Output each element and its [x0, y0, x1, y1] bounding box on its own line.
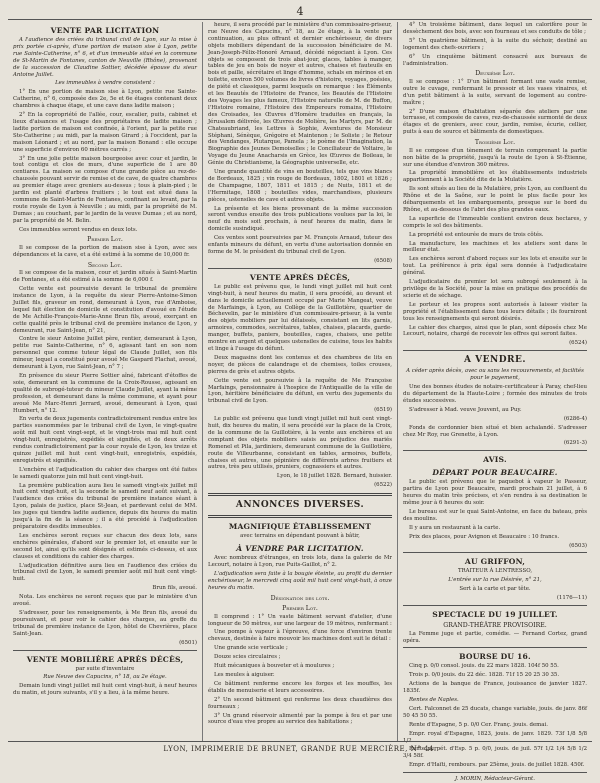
sale-subheading: par suite d'inventaire — [75, 665, 135, 672]
divider — [13, 650, 197, 651]
establishment-paragraph: Une pompe à vapeur à l'épreuve, d'une force d'environ trente chevaux, destinée à faire mouvoir les machines dont suit le détail : — [208, 629, 392, 643]
reference-number: (6519) — [374, 407, 392, 414]
spectacle-program: La Femme juge et partie, comédie. — Fernand Cortez, grand opéra. — [403, 630, 587, 644]
vente-paragraph: Cette vente est poursuivie à la requête de Me Françoise Marfaings, pensionnaire à l'hospice de l'Antiquaille de la ville de Lyon, héritière bénéficiaire du défunt, en vertu des jugements du tribunal civil de Lyon. — [208, 377, 392, 405]
reference-number: (6501) — [179, 639, 197, 646]
a-vendre-paragraph: Fonds de cordonnier bien situé et bien achalandé. S'adresser chez Mr Roy, rue Grenette, à Lyon. — [403, 424, 587, 438]
establishment-paragraph: Douze scies circulaires ; — [214, 654, 281, 661]
establishment-paragraph: Il comprend : 1° Un vaste bâtiment servant d'atelier, d'une longueur de 50 mètres, sur une largeur de 19 mètres, renfermant : — [208, 613, 392, 627]
licitation-paragraph: L'enchère et l'adjudication du cahier des charges ont été faites le samedi quatorze juin mil huit cent vingt-huit. — [13, 466, 197, 480]
avis-heading: AVIS. — [483, 455, 507, 465]
establishment-paragraph: Ils sont situés au lieu de la Mulatière, près Lyon, au confluent du Rhône et de la Saône, sur le point le plus facile pour les débarquements et les embarquements, presque sur le bord du Rhône, et au-dessous de l'abri des plus grandes eaux. — [403, 186, 587, 213]
lot3-heading: Troisième Lot. — [474, 139, 516, 147]
lot2-heading: Second Lot. — [87, 261, 123, 269]
bourse-quote: Empr. royal d'Espagne, 1823, jouis. de janv. 1829. 73f 1/8 5/8 1/2. — [403, 730, 587, 744]
griffon-heading: AU GRIFFON, — [464, 557, 526, 567]
bourse-quote: Rente perpét. d'Esp. 5 p. 0/0, jouis. de juil. 57f 1/2 1/4 5/8 1/2 3/4 58f. — [403, 746, 587, 760]
top-rule — [8, 19, 592, 20]
page-number: 4 — [296, 5, 304, 18]
licitation-paragraph: La première publication aura lieu le samedi vingt-six juillet mil huit cent vingt-huit, et la seconde le samedi neuf août suivant, à l'audience des criées du tribunal de première instance séant à Lyon, palais de justice, place St-Jean, et pardevant celui de MM. les juges qui tiendra ladite audience, depuis dix heures du matin jusqu'à la fin de la séance ; il a été procédé à l'adjudication préparatoire desdits immeubles. — [13, 482, 197, 530]
establishment-paragraph: L'adjudicataire du premier lot sera subrogé seulement à la privilège de la Société, pour la mise en pratique des procédés de scierie et de séchage. — [403, 279, 587, 299]
designation-heading: Les immeubles à vendre consistent : — [55, 80, 155, 87]
divider — [403, 772, 587, 773]
establishment-paragraph: Avec nombreux d'étranges, en trois lots, dans la galerie de Mr Lecourt, notaire à Lyon, rue Puits-Gaillot, n° 2. — [208, 555, 392, 568]
avis-paragraph: Il y aura un restaurant à la carte. — [409, 524, 501, 531]
annonces-heading: ANNONCES DIVERSES. — [235, 500, 365, 511]
establishment-paragraph: La propriété est entourée de murs de trois côtés. — [409, 231, 544, 238]
sale-heading: VENTE MOBILIÈRE APRÈS DÉCÈS, — [26, 654, 184, 664]
griffon-subheading: TRAITEUR À LENTRESSO, — [457, 568, 533, 575]
licitation-paragraph: Cette vente est poursuivie devant le tribunal de première instance de Lyon, à la requête du sieur Pierre-Antoine-Simon Juillet fils, graveur en rond, demeurant à Lyon, rue d'Amboise, lequel fait élection de domicile et constitution d'avoué en l'étude de Me Achille-François-Marie-Anne Brun fils, avoué, exerçant en cette qualité près le tribunal civil de première instance de Lyon, y demeurant, rue Saint-Jean, n° 21, — [13, 286, 197, 334]
griffon-service: Sert à la carte et par tête. — [459, 586, 531, 593]
sale-paragraph: heure, il sera procédé par le ministère d'un commissaire-priseur, rue Neuve des Capucins, n° 18, au 2e étage, à la vente par continuation, au plus offrant et dernier enchérisseur, de divers objets mobiliers dépendant de la succession bénéficiaire de M. Jean-Joseph-Félix-Honoré Arnaud, décédé négociant à Lyon. Ces objets se composent de trois abat-jour, glaces, tables à manger, tables de jeu en bois de noyer et autres, chaises et fauteuils en bois et paille, sécrétaire et linge d'homme, schals en mérinos et en toilette, environ 500 volumes de livres d'histoire, voyages, poésies, de piété et classiques, parmi lesquels on remarque : les Éléments et les Beautés de l'Histoire de France, les Beautés de l'Histoire des Voyages les plus fameux, l'Histoire naturelle de M. de Buffon, l'Histoire romaine, l'Histoire des Empereurs romains, l'Histoire des Croisades, les Œuvres d'Homère traduites en français, la Jérusalem délivrée, les Œuvres de Molière, les Martyrs, par M. de Chateaubriand, les Lettres à Sophie, Aventures de Monsieur Stéphani, Sénèque, Grégoire et Maintenon ; le Soliste ; le Retour des Vendanges, Plutarque, Pamela ; le poème de l'Imagination, la Biographie des Jeunes Demoiselles ; le Conciliateur de Voltaire, le Voyage du Jeune Anacharsis en Grèce, les Œuvres de Boileau, le Génie du Christianisme, la Géographie universelle, etc. — [208, 22, 392, 167]
establishment-paragraph: L'adjudication sera faite à la bougie éteinte, au profit du dernier enchérisseur, le mercredi cinq août mil huit cent vingt-huit, à onze heures du matin. — [208, 570, 392, 591]
bourse-quote: Empr. d'Haïti, rembours. par 25ème, jouis. de juillet 1828. 450f. — [409, 762, 585, 769]
a-vendre-paragraph: Une des bonnes études de notaire-certificateur à Paray, chef-lieu du département de la Haute-Loire ; formée des minutes de trois études successives. — [403, 384, 587, 404]
double-divider — [208, 515, 392, 518]
establishment-paragraph: Une grande scie verticale ; — [214, 645, 288, 652]
column-right — [397, 22, 592, 783]
establishment-paragraph: 3° Un grand réservoir alimenté par la pompe à feu et par une source d'eau vive propre au service des habitations ; — [208, 712, 392, 726]
a-vendre-heading: A VENDRE. — [464, 355, 526, 366]
establishment-paragraph: Le porteur et les propres sont autorisés à laisser visiter la propriété et l'établissement dans tous leurs détails ; ils fourniront tous les renseignements qui seront désirés. — [403, 301, 587, 322]
double-divider — [208, 493, 392, 496]
establishment-paragraph: 2° D'une maison d'habitation séparée des ateliers par une terrasse, et composée de caves, rez-de-chaussée surmonté de deux étages et de greniers, avec cour, jardin, remise, écurie, cellier, puits à eau de source et bâtiments de domestiques. — [403, 108, 587, 136]
sale-paragraph: La présente et les biens provenant de la même succession seront vendus ensuite des trois publications voulues par la loi, le neuf du mois soit prochain, à neuf heures du matin, dans le domicile susindiqué. — [208, 205, 392, 233]
establishment-title: À VENDRE PAR LICITATION. — [236, 544, 364, 554]
lot1-heading: Premier Lot. — [282, 605, 318, 613]
establishment-subheading: avec terrains en dépendant pouvant à bâtir, — [240, 533, 360, 540]
licitation-paragraph: 2° En la copropriété de l'allée, cour, escalier, puits, cabinet et lieux d'aisances et l'usage des propriétaires de ladite maison ; ladite portion de maison est confinée, à l'orient, par la petite rue Ste-Catherine ; au midi, par la maison Girard ; à l'occident, par la maison Léonard ; et au nord, par la maison Bonand : elle occupe une superficie d'environ 60 mètres carrés ; — [13, 112, 197, 153]
bourse-quote: Trois p. 0/0 jouis. du 22 déc. 1828. 71f 15 20 25 30 35. — [409, 672, 560, 679]
vente-paragraph: Le public est prévenu que, le lundi vingt juillet mil huit cent vingt-huit, à neuf heures du matin, il sera procédé, au devant et dans le domicile actuellement occupé par Marie Mangeat, veuve de Marfaings, à Lyon, au Collège de la Guillotière, quartier de Béchevelin, par le ministère d'un commissaire-priseur, à la vente des objets mobiliers par lui délaissés, consistant en lits garnis, armoires, commodes, secrétaires, tables, chaises, placards, garde-manger, buffets, paniers, bouteilles, cages, chaises, une petite montre en argent et quelques ustensiles de cuisine, tous les habits et linge à l'usage du défunt. — [208, 283, 392, 352]
establishment-paragraph: La manufacture, les machines et les ateliers sont dans le meilleur état. — [403, 240, 587, 254]
establishment-heading: MAGNIFIQUE ÉTABLISSEMENT — [228, 522, 372, 532]
licitation-paragraph: L'adjudication définitive aura lieu en l'audience des criées du tribunal civil de Lyon, le samedi premier août mil huit cent vingt-huit. — [13, 562, 197, 583]
establishment-paragraph: Il se compose d'un tènement de terrain comprenant la partie non bâtie de la propriété, jusqu'à la route de Lyon à St-Étienne, sur une étendue d'environ 360 mètres. — [403, 147, 587, 168]
licitation-paragraph: Les enchères seront reçues sur chacun des deux lots, sans enchères générales, d'abord sur le premier lot, et ensuite sur le second lot, ainsi qu'ils sont désignés et estimés ci-dessus, et aux clauses et conditions du cahier des charges. — [13, 532, 197, 560]
griffon-address: L'entrée sur la rue Désirée, n° 21, — [448, 577, 542, 584]
lot2-heading: Deuxième Lot. — [475, 70, 515, 78]
establishment-paragraph: 5° Un quatrième bâtiment, à la suite du séchoir, destiné au logement des chefs-ouvriers ; — [403, 37, 587, 51]
column-left — [8, 22, 202, 741]
licitation-paragraph: En vertu de deux jugements contradictoirement rendus entre les parties susnommées par le tribunal civil de Lyon, le vingt-quatre août mil huit cent vingt-sept, et le vingt-trois mai mil huit cent vingt-huit, enregistrés, expédiés et signifiés, et de deux arrêts rendus contradictoirement par la cour royale de Lyon, les treize et quinze juillet mil huit cent vingt-huit, enregistrés, expédiés, enregistrés et signifiés. — [13, 416, 197, 464]
a-vendre-paragraph: S'adresser à Mad. veuve Jouvent, au Puy. — [409, 406, 522, 413]
reference-number: (6522) — [374, 482, 392, 489]
sale-paragraph: Ces ventes sont poursuivies par M. François Arnaud, tuteur des enfants mineurs du défunt, en vertu d'une autorisation donnée en forme de M. le président du tribunal civil de Lyon. — [208, 235, 392, 255]
divider — [403, 350, 587, 351]
vente-paragraph: Deux magasins dont les contenus et des chambres de lits en noyer, de pièces de calandrage et de chemises, toiles crouses, pierres de grès et autres objets. — [208, 354, 392, 375]
licitation-paragraph: Contre le sieur Antoine Juillet père, rentier, demeurant à Lyon, petite rue Sainte-Catherine, n° 6, agissant tant en son nom personnel que comme tuteur légal de Claude Juillet, son fils mineur, lequel a constitué pour avoué Me Gaspard Flachat, avoué, demeurant à Lyon, rue Saint-Jean, n° 7 ; — [13, 336, 197, 371]
spectacle-heading: SPECTACLE DU 19 JUILLET. — [432, 610, 558, 620]
lot2-text: Il se compose de la maison, cour et jardin situés à Saint-Martin de Fontanes, et a été estimé à la somme de 6,000 f. — [13, 270, 197, 284]
establishment-paragraph: Les meules à aiguiser. — [214, 671, 275, 678]
divider — [403, 450, 587, 451]
establishment-paragraph: La propriété immobilière et les établissements industriels appartiennent à la Société dite de la Mulatière. — [403, 170, 587, 184]
establishment-paragraph: Il se compose : 1° D'un bâtiment formant une vaste remise, outre le cuvage, renfermant le pressoir et les vases vinaires, et d'un petit bâtiment à la suite, servant de logement au contre-maître ; — [403, 78, 587, 106]
avis-paragraph: Le bureau est sur le quai Saint-Antoine, en face du bateau, près des moulins. — [403, 508, 587, 522]
printer-footer: LYON, IMPRIMERIE DE BRUNET, GRANDE RUE MERCIÈRE, N° 44. — [163, 745, 437, 753]
lot1-heading: Premier Lot. — [87, 236, 123, 244]
reference-number: (6286-4) — [563, 415, 587, 422]
spectacle-subheading: GRAND-THÉÂTRE PROVISOIRE. — [443, 622, 547, 630]
reference-number: (6524) — [569, 340, 587, 347]
establishment-paragraph: 6° Un cinquième bâtiment consacré aux bureaux de l'administration. — [403, 53, 587, 67]
establishment-paragraph: 2° Un second bâtiment qui renferme les deux chaudières des fourneaux ; — [208, 696, 392, 710]
licitation-intro: A l'audience des criées du tribunal civil de Lyon, sur la mise à prix portée ci-après, d'une portion de maison sise à Lyon, petite rue Sainte-Catherine, n° 6, et d'un immeuble situé en la commune de St-Martin de Fontanes, canton de Neuville (Rhône), provenant de la succession de Claudine Sottier, décédée épouse du sieur Antoine Juillet. — [13, 37, 197, 78]
column-middle — [202, 22, 397, 741]
establishment-paragraph: Le cahier des charges, ainsi que le plan, sont déposés chez Me Lecourt, notaire, chargé de recevoir les offres qui seront faites. — [403, 324, 587, 338]
sale-paragraph: Une grande quantité de vins en bouteilles, tels que vins blancs de Bordeaux, 1825 ; vin rouge de Bordeaux, 1802, 1801 et 1826 ; de Champagne, 1807, 1811 et 1815 ; de Nuits, 1811 et de l'Hermitage, 1808 ; bouteilles vides, marchandises, plusieurs pièces, ustensiles de cave et autres objets. — [208, 169, 392, 203]
reference-number: (1176—11) — [556, 595, 587, 602]
licitation-title: VENTE PAR LICITATION — [50, 26, 160, 35]
lot1-text: Il se compose de la portion de maison sise à Lyon, avec ses dépendances et la cave, et a été estimé à la somme de 10,000 fr. — [13, 244, 197, 258]
avis-paragraph: Prix des places, pour Avignon et Beaucaire : 10 francs. — [409, 533, 560, 540]
reference-number: (6291-3) — [563, 440, 587, 447]
divider — [403, 605, 587, 606]
bourse-quote: Rentes de Naples. — [409, 697, 459, 704]
editor-signature: J. MORIN, Rédacteur-Gérant. — [455, 776, 535, 783]
avis-subheading: DÉPART POUR BEAUCAIRE. — [432, 468, 558, 478]
sale-text: Demain lundi vingt juillet mil huit cent vingt-huit, à neuf heures du matin, et jours suivants, s'il y a lieu, à la même heure. — [13, 683, 197, 697]
licitation-paragraph: S'adresser, pour les renseignements, à Me Brun fils, avoué du poursuivant, et pour voir le cahier des charges, au greffe du tribunal de première instance de Lyon, hôtel de Chevrières, place Saint-Jean. — [13, 609, 197, 637]
divider — [403, 552, 587, 553]
licitation-paragraph: En présence du sieur Pierre Sottier aîné, fabricant d'étoffes de soie, demeurant en la commune de la Croix-Rousse, agissant en qualité de subrogé-tuteur du mineur Claude Juillet, ayant la même profession, et demeurant dans la même commune, et ayant pour avoué Me Marc-Henri Jerrard, avoué, demeurant à Lyon, quai Humbert, n° 12. — [13, 372, 197, 414]
establishment-paragraph: Ce bâtiment renferme encore les forges et les mouffes, les établis de menuiserie et leurs accessoires. — [208, 680, 392, 694]
designation-heading: Désignation des lots. — [270, 594, 330, 602]
bourse-quote: Actions de la banque de France, jouissance de janvier 1827. 1835f. — [403, 681, 587, 695]
bourse-quote: Cert. Falconnet de 25 ducats, change variable, jouis. de janv. 86f 50 45 50 55. — [403, 705, 587, 719]
divider — [208, 268, 392, 269]
avis-paragraph: Le public est prévenu que le paquebot à vapeur le Passeur, partira de Lyon pour Beaucaire, mardi prochain 21 juillet, à 6 heures du matin très précises, et s'en rendra à sa destination le même jour à 6 heures du soir. — [403, 479, 587, 507]
vente-heading: VENTE APRÈS DÉCÈS, — [249, 272, 351, 282]
licitation-paragraph: Nota. Les enchères ne seront reçues que par le ministère d'un avoué. — [13, 594, 197, 608]
vente-paragraph: Le public est prévenu que lundi vingt juillet mil huit cent vingt-huit, dix heures du matin, il sera procédé sur la place de la Croix, de la commune de la Guillotière, à la vente aux enchères et au comptant des objets mobiliers saisis au préjudice des mariés Romenel et Pila, jardiniers, demeurant commune de la Guillotière, route de Villeurbanne, consistant en tables, armoires, buffets, chaises et autres, une pépinière de différents arbres fruitiers et autres, très peu utilisés, pruniers, cognassiers et autres. — [208, 416, 392, 471]
establishment-paragraph: La superficie de l'immeuble contient environ deux hectares, y compris le sol des bâtiments. — [403, 215, 587, 229]
divider — [403, 647, 587, 648]
licitation-paragraph: 1° En une portion de maison sise à Lyon, petite rue Sainte-Catherine, n° 6, composée des 2e, 5e et 6e étages contenant deux chambres à chaque étage, et une cave dans ladite maison ; — [13, 89, 197, 110]
bourse-heading: BOURSE DU 16. — [459, 652, 531, 662]
sale-address: Rue Neuve des Capucins, n° 18, au 2e étage. — [43, 674, 167, 681]
footer-rule — [8, 741, 592, 742]
lots-heading: Ces immeubles seront vendus en deux lots. — [19, 226, 138, 233]
bourse-quote: Cinq p. 0/0 consol. jouis. du 22 mars 1828. 104f 50 55. — [409, 663, 559, 670]
a-vendre-subheading: A céder après décès, avec ou sans les recouvrements, et facilités pour le payement, — [406, 368, 584, 382]
establishment-paragraph: Les enchères seront d'abord reçues sur les lots et ensuite sur le tout. La préférence à prix égal sera donnée à l'adjudicataire général. — [403, 256, 587, 277]
licitation-paragraph: 3° En une jolie petite maison bourgeoise avec cour et jardin, le tout contigu et clos de murs, d'une superficie de 1 are 80 centiares. La maison se compose d'une grande pièce au rez-de-chaussée pouvant servir de remise et de cave, de quatre chambres au premier étage avec greniers au-dessus ; tous à plain-pied ; le jardin est planté d'arbres fruitiers ; le tout est situé dans la commune de Saint-Martin de Fontanes, confinant au levant, par la route royale de Lyon à Neuville ; au midi, par la propriété de M. Dumas ; au couchant, par le jardin de la veuve Dumas ; et au nord, par la propriété de M. Belin. — [13, 155, 197, 224]
reference-number: (6503) — [569, 542, 587, 549]
establishment-paragraph: 4° Un troisième bâtiment, dans lequel un calorifère pour le dessèchement des bois, avec son fourneau et ses conduits de tôle ; — [403, 22, 587, 35]
establishment-paragraph: Huit mécaniques à bouveter et à moulures ; — [214, 663, 335, 670]
signature: Lyon, le 18 juillet 1828. Bernard, huissier. — [276, 473, 392, 480]
signature: Brun fils, avoué. — [152, 585, 197, 592]
reference-number: (6508) — [374, 257, 392, 264]
bourse-quote: Rente d'Espagne, 5 p. 0/0 Cer. Franç. jouis. demai. — [409, 721, 548, 728]
